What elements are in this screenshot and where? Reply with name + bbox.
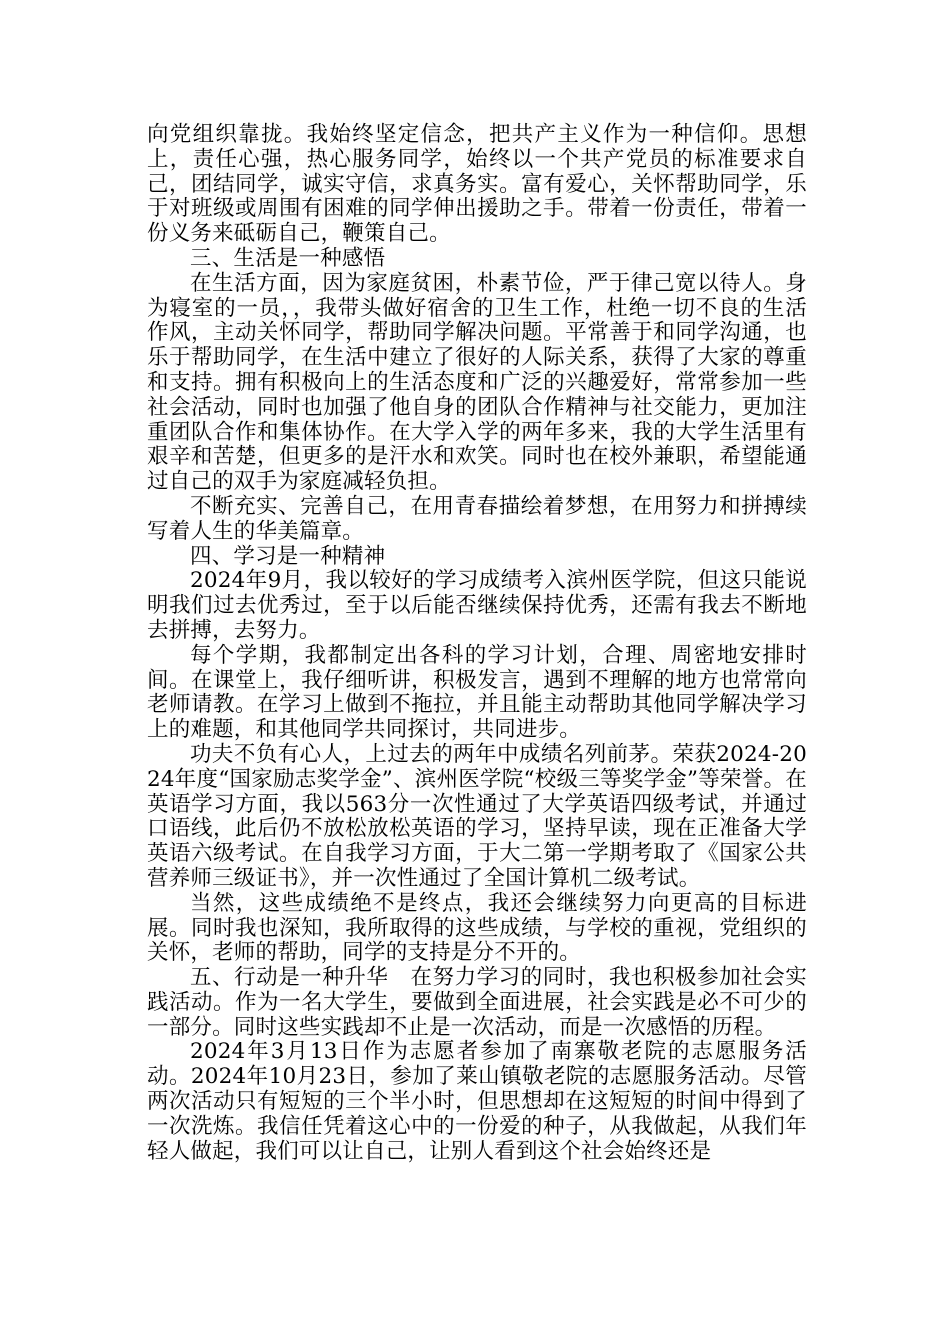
paragraph-study-plan: 每个学期，我都制定出各科的学习计划，合理、周密地安排时间。在课堂上，我仔细听讲，积极发言，遇到不理解的地方也常常向老师请教。在学习上做到不拖拉，并且能主动帮助其他同学解决学习上的难题，和其他同学共同探讨，共同进步。 bbox=[147, 642, 807, 743]
section-heading-life: 三、生活是一种感悟 bbox=[190, 245, 386, 271]
paragraph-admission: 2024年9月，我以较好的学习成绩考入滨州医学院，但这只能说明我们过去优秀过，至于以后能否继续保持优秀，还需有我去不断地去拼搏，去努力。 bbox=[147, 568, 807, 643]
paragraph-action: 五、行动是一种升华 在努力学习的同时，我也积极参加社会实践活动。作为一名大学生，要做到全面进展，社会实践是必不可少的一部分。同时这些实践却不止是一次活动，而是一次感悟的历程。 bbox=[147, 965, 807, 1040]
paragraph-life: 在生活方面，因为家庭贫困，朴素节俭，严于律己宽以待人。身为寝室的一员，，我带头做好宿舍的卫生工作，杜绝一切不良的生活作风，主动关怀同学，帮助同学解决问题。平常善于和同学沟通，也乐于帮助同学，在生活中建立了很好的人际关系，获得了大家的尊重和支持。拥有积极向上的生活态度和广泛的兴趣爱好，常常参加一些社会活动，同时也加强了他自身的团队合作精神与社交能力，更加注重团队合作和集体协作。在大学入学的两年多来，我的大学生活里有艰辛和苦楚，但更多的是汗水和欢笑。同时也在校外兼职，希望能通过自己的双手为家庭减轻负担。 bbox=[147, 270, 807, 495]
paragraph-party-belief: 向党组织靠拢。我始终坚定信念，把共产主义作为一种信仰。思想上，责任心强，热心服务同学，始终以一个共产党员的标准要求自己，团结同学，诚实守信，求真务实。富有爱心，关怀帮助同学，乐于对班级或周围有困难的同学伸出援助之手。带着一份责任，带着一份义务来砥砺自己，鞭策自己。 bbox=[147, 122, 807, 247]
document-page bbox=[147, 123, 807, 1164]
paragraph-volunteer: 2024年3月13日作为志愿者参加了南寨敬老院的志愿服务活动。2024年10月23日，参加了莱山镇敬老院的志愿服务活动。尽管两次活动只有短短的三个半小时，但思想却在这短短的时间中得到了一次洗炼。我信任凭着这心中的一份爱的种子，从我做起，从我们年轻人做起，我们可以让自己，让别人看到这个社会始终还是 bbox=[147, 1039, 807, 1164]
paragraph-self-improvement: 不断充实、完善自己，在用青春描绘着梦想，在用努力和拼搏续写着人生的华美篇章。 bbox=[147, 493, 807, 544]
paragraph-gratitude: 当然，这些成绩绝不是终点，我还会继续努力向更高的目标进展。同时我也深知，我所取得的这些成绩，与学校的重视，党组织的关怀，老师的帮助，同学的支持是分不开的。 bbox=[147, 890, 807, 966]
paragraph-achievements: 功夫不负有心人，上过去的两年中成绩名列前茅。荣获2024-2024年度“国家励志奖学金”、滨州医学院“校级三等奖学金”等荣誉。在英语学习方面，我以563分一次性通过了大学英语四级考试，并通过口语线，此后仍不放松放松英语的学习，坚持早读，现在正准备大学英语六级考试。在自我学习方面，于大二第一学期考取了《国家公共营养师三级证书》，并一次性通过了全国计算机二级考试。 bbox=[147, 741, 807, 891]
section-heading-study: 四、学习是一种精神 bbox=[190, 543, 386, 569]
